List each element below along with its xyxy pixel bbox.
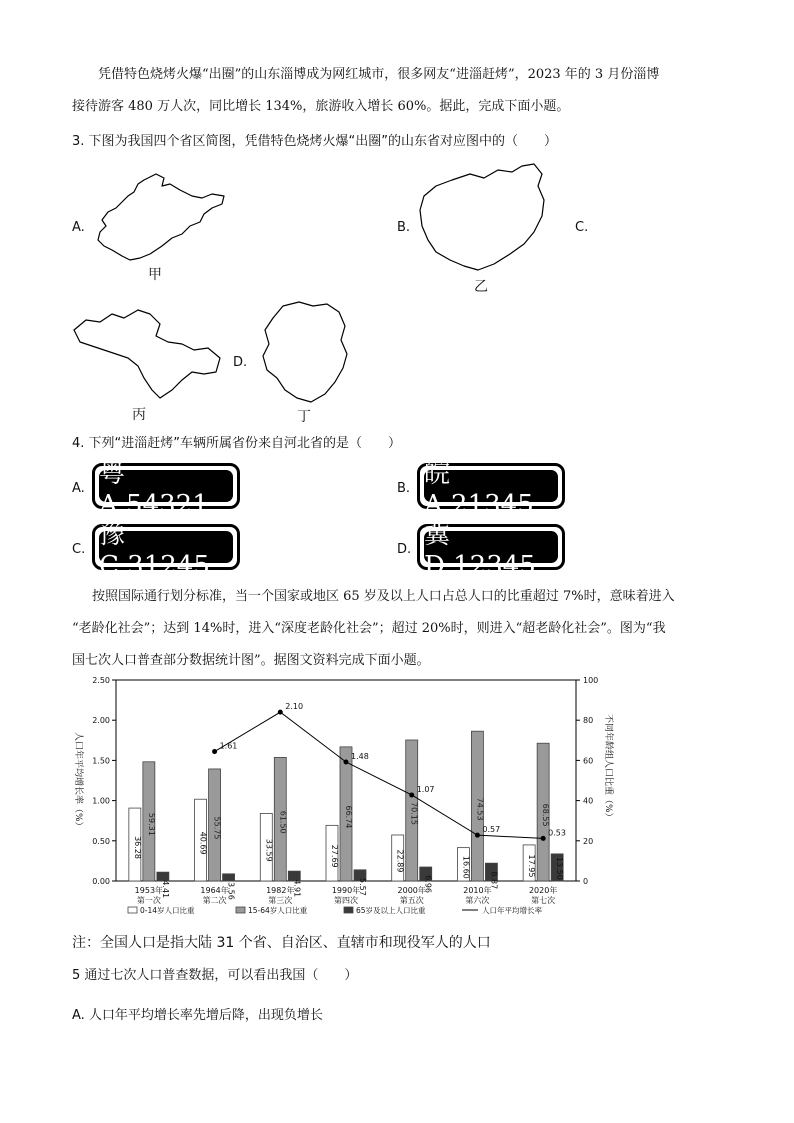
- category-round-label: 第四次: [334, 896, 358, 905]
- plate-c: [92, 519, 240, 581]
- left-tick-label: 1.50: [92, 756, 110, 766]
- plate-a: [92, 458, 240, 520]
- q3-option-c[interactable]: C.: [575, 220, 589, 235]
- growth-rate-label: 1.07: [416, 784, 435, 794]
- growth-rate-label: 0.57: [482, 825, 501, 835]
- question-5-stem: 5 通过七次人口普查数据，可以看出我国（ ）: [72, 968, 358, 983]
- intro2-line-3: 国七次人口普查部分数据统计图”。据图文资料完成下面小题。: [72, 653, 430, 668]
- growth-rate-point: [409, 792, 414, 797]
- intro-line-2: 接待游客 480 万人次，同比增长 134%，旅游收入增长 60%。据此，完成下面小题。: [72, 99, 570, 114]
- bar-value-label: 61.50: [278, 810, 288, 834]
- bar-value-label: 5.57: [358, 877, 367, 896]
- q4-option-a[interactable]: A.: [72, 481, 85, 496]
- bar-value-label: 27.69: [330, 844, 339, 868]
- map-gansu-outline: [68, 300, 233, 405]
- left-tick-label: 0.50: [92, 836, 110, 846]
- legend-swatch: [128, 907, 137, 913]
- left-tick-label: 0.00: [92, 877, 110, 886]
- legend-swatch: [236, 907, 245, 913]
- q4-option-d[interactable]: D.: [397, 542, 412, 557]
- plate-d-text: 冀D·12345: [424, 519, 536, 581]
- category-round-label: 第五次: [399, 896, 424, 905]
- bar-value-label: 6.96: [423, 875, 433, 894]
- category-round-label: 第七次: [531, 896, 556, 905]
- intro2-line-2: “老龄化社会”；达到 14%时，进入“深度老龄化社会”；超过 20%时，则进入“超老龄化社会”。图为“我: [72, 621, 666, 636]
- growth-rate-point: [278, 710, 283, 715]
- q5-option-a[interactable]: A. 人口年平均增长率先增后降，出现负增长: [72, 1008, 323, 1023]
- category-year-label: 1990年: [331, 886, 361, 895]
- intro2-line-1: 按照国际通行划分标准，当一个国家或地区 65 岁及以上人口占总人口的比重超过 7%时，意味着进入: [92, 589, 675, 604]
- q4-option-c[interactable]: C.: [72, 542, 86, 557]
- map-label-yi: 乙: [474, 279, 488, 295]
- legend-swatch: [344, 907, 353, 913]
- growth-rate-label: 2.10: [285, 702, 304, 712]
- plate-d: [417, 519, 565, 581]
- map-shandong-outline: [92, 170, 232, 265]
- category-year-label: 1982年: [266, 886, 295, 895]
- growth-rate-label: 1.61: [219, 741, 238, 751]
- bar-value-label: 4.41: [160, 880, 170, 899]
- right-tick-label: 100: [583, 676, 599, 685]
- growth-rate-point: [541, 836, 546, 841]
- bar-value-label: 17.95: [527, 854, 537, 878]
- right-tick-label: 20: [583, 836, 594, 846]
- right-tick-label: 0: [583, 877, 589, 886]
- census-chart: [68, 672, 628, 922]
- legend-label: 0-14岁人口比重: [140, 906, 195, 915]
- growth-rate-label: 1.48: [351, 752, 369, 762]
- bar-value-label: 40.69: [198, 831, 208, 855]
- category-round-label: 第二次: [202, 896, 227, 905]
- bar-value-label: 22.89: [395, 849, 405, 873]
- bar-value-label: 4.91: [292, 879, 302, 898]
- bar-value-label: 36.28: [132, 836, 142, 859]
- legend-label: 人口年平均增长率: [482, 906, 542, 915]
- bar-value-label: 66.74: [344, 805, 353, 829]
- chart-note: 注：全国人口是指大陆 31 个省、自治区、直辖市和现役军人的人口: [72, 935, 491, 951]
- left-tick-label: 1.00: [92, 796, 110, 806]
- plate-a-text: 粤A·54321: [99, 458, 209, 520]
- map-label-jia: 甲: [148, 267, 162, 283]
- q4-option-b[interactable]: B.: [397, 481, 411, 496]
- category-year-label: 2000年: [397, 886, 426, 895]
- bar-value-label: 3.56: [226, 882, 236, 900]
- question-3-stem: 3. 下图为我国四个省区简图，凭借特色烧烤火爆“出圈”的山东省对应图中的（ ）: [72, 134, 558, 149]
- map-label-ding: 丁: [297, 409, 311, 425]
- map-hainan-outline: [412, 160, 562, 275]
- growth-rate-point: [212, 749, 217, 754]
- legend-label: 15-64岁人口比重: [248, 906, 308, 915]
- bar-value-label: 59.31: [146, 812, 156, 836]
- bar-value-label: 8.87: [489, 871, 499, 890]
- q3-option-d[interactable]: D.: [233, 355, 248, 370]
- category-year-label: 2020年: [528, 886, 558, 895]
- category-year-label: 1964年: [200, 886, 229, 895]
- legend-label: 65岁及以上人口比重: [356, 906, 426, 915]
- bar-value-label: 33.59: [264, 838, 274, 862]
- map-hunan-outline: [255, 298, 355, 408]
- bar-value-label: 13.50: [555, 856, 565, 880]
- plate-c-text: 豫C·31245: [99, 519, 210, 581]
- category-year-label: 2010年: [463, 886, 492, 895]
- bar-value-label: 16.60: [461, 855, 471, 879]
- bar-value-label: 55.75: [212, 816, 222, 840]
- map-label-bing: 丙: [132, 407, 146, 423]
- right-tick-label: 60: [583, 756, 594, 766]
- bar-value-label: 74.53: [475, 797, 485, 821]
- plate-b: [417, 458, 565, 520]
- category-year-label: 1953年: [134, 886, 164, 895]
- growth-rate-point: [475, 833, 480, 838]
- bar-2: [223, 874, 235, 881]
- growth-rate-point: [344, 760, 349, 765]
- right-tick-label: 40: [583, 796, 594, 806]
- category-round-label: 第六次: [465, 896, 490, 905]
- category-round-label: 第三次: [268, 896, 293, 905]
- y-axis-label-left: 人口年平均增长率（%）: [73, 732, 83, 831]
- intro-line-1: 凭借特色烧烤火爆“出圈”的山东淄博成为网红城市，很多网友“进淄赶烤”，2023 年的 3 月份淄博: [98, 67, 660, 82]
- left-tick-label: 2.50: [92, 676, 110, 685]
- plate-b-text: 皖A·21345: [424, 458, 534, 520]
- category-round-label: 第一次: [136, 896, 161, 905]
- bar-value-label: 68.55: [541, 803, 551, 827]
- growth-rate-label: 0.53: [548, 828, 566, 838]
- left-tick-label: 2.00: [92, 716, 110, 726]
- question-4-stem: 4. 下列“进淄赶烤”车辆所属省份来自河北省的是（ ）: [72, 436, 402, 451]
- y-axis-label-right: 不同年龄组人口比重（%）: [603, 714, 613, 822]
- right-tick-label: 80: [583, 716, 594, 726]
- q3-option-b[interactable]: B.: [397, 220, 411, 235]
- bar-value-label: 70.15: [409, 802, 419, 825]
- q3-option-a[interactable]: A.: [72, 220, 85, 235]
